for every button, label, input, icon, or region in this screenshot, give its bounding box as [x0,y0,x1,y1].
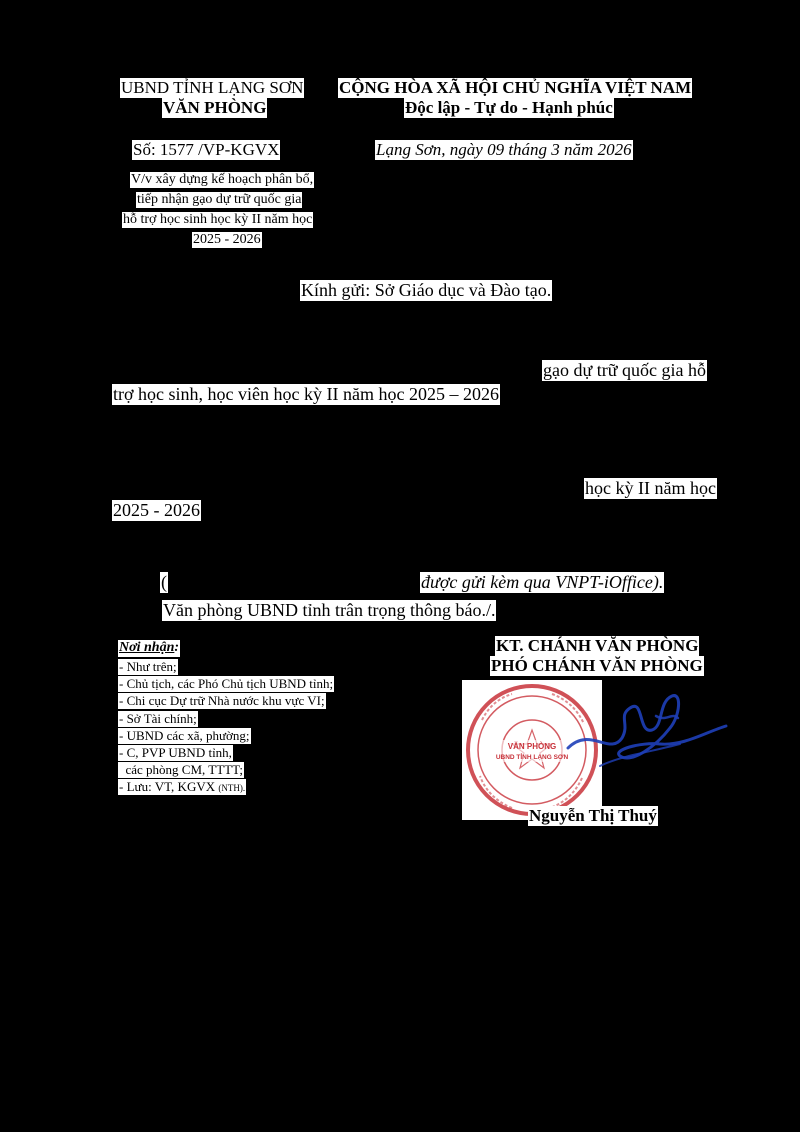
recipient-item: - Sở Tài chính; [119,711,197,726]
body-fragment-5: được gửi kèm qua VNPT-iOffice). [421,572,664,592]
body-fragment-5-open: ( [161,572,167,592]
recipients-title-colon: : [174,640,180,655]
recipient-item-last-text: - Lưu: VT, KGVX [119,779,216,794]
recipient-item-last-suffix: (NTH). [218,783,246,793]
body-closing: Văn phòng UBND tỉnh trân trọng thông báo./. [163,600,496,620]
recipient-item: - C, PVP UBND tỉnh, [119,745,232,760]
body-fragment-4: 2025 - 2026 [113,500,200,520]
body-fragment-1: gạo dự trữ quốc gia hỗ [543,360,706,380]
stamp-text-mid: UBND TỈNH LẠNG SƠN [495,754,569,761]
national-slogan: Độc lập - Tự do - Hạnh phúc [405,98,613,117]
place-date: Lạng Sơn, ngày 09 tháng 3 năm 2026 [376,140,632,159]
signature-title-1: KT. CHÁNH VĂN PHÒNG [496,636,699,655]
recipients-title [118,640,180,657]
subject-line-2: tiếp nhận gạo dự trữ quốc gia [137,192,302,207]
recipient-item: - Chủ tịch, các Phó Chủ tịch UBND tỉnh; [119,676,334,691]
handwritten-signature [560,686,730,776]
recipient-item: - Như trên; [119,659,177,674]
document-number: Số: 1577 /VP-KGVX [133,140,280,159]
recipient-item: - UBND các xã, phường; [119,728,250,743]
recipient-line: Kính gửi: Sở Giáo dục và Đào tạo. [301,280,552,300]
stamp-text-top: VĂN PHÒNG [507,742,557,751]
recipient-item: - Chi cục Dự trữ Nhà nước khu vực VI; [119,693,325,708]
body-fragment-3: học kỳ II năm học [585,478,716,498]
org-office: VĂN PHÒNG [163,98,267,117]
org-name: UBND TỈNH LẠNG SƠN [121,78,304,97]
subject-line-1: V/v xây dựng kế hoạch phân bổ, [131,172,314,187]
subject-line-4: 2025 - 2026 [193,232,261,247]
signature-title-2: PHÓ CHÁNH VĂN PHÒNG [491,656,703,675]
signer-name: Nguyễn Thị Thuý [529,806,657,825]
subject-line-3: hỗ trợ học sinh học kỳ II năm học [123,212,313,227]
national-motto: CỘNG HÒA XÃ HỘI CHỦ NGHĨA VIỆT NAM [339,78,692,97]
recipient-item: các phòng CM, TTTT; [119,762,243,777]
body-fragment-2: trợ học sinh, học viên học kỳ II năm học 2025 – 2026 [113,384,499,404]
recipient-item-last [118,779,246,795]
recipients-title-text: Nơi nhận [119,640,175,655]
